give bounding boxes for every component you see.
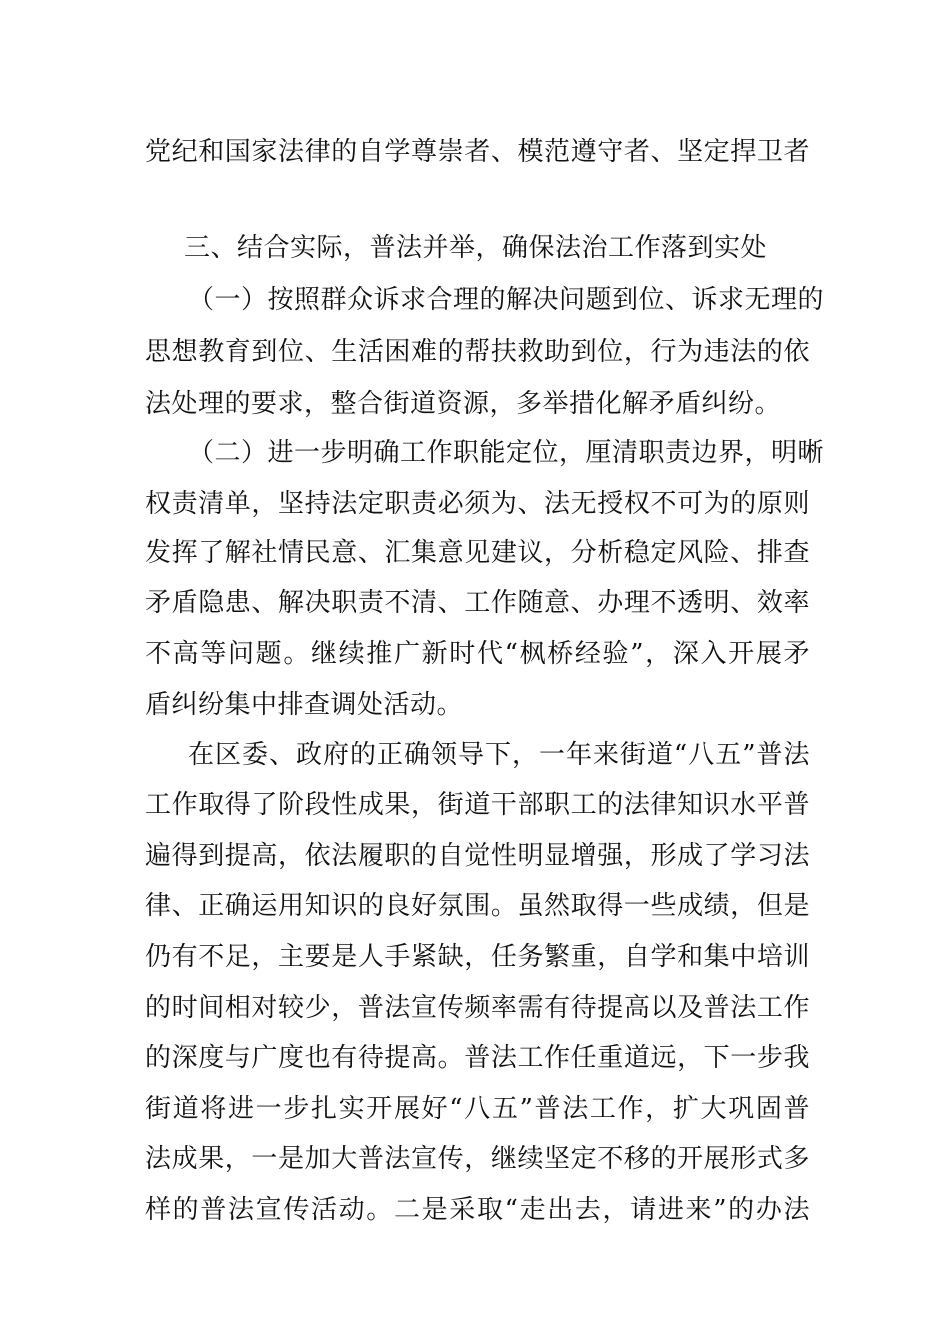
text-line: 在区委、政府的正确领导下，一年来街道“八五”普法 xyxy=(188,740,810,770)
text-line: 不高等问题。继续推广新时代“枫桥经验”，深入开展矛 xyxy=(145,639,810,669)
text-line: 律、正确运用知识的良好氛围。虽然取得一些成绩，但是 xyxy=(145,891,810,921)
text-line: （二）进一步明确工作职能定位，厘清职责边界，明晰 xyxy=(188,438,825,468)
text-line: 法处理的要求，整合街道资源，多举措化解矛盾纠纷。 xyxy=(145,389,782,419)
text-line: 盾纠纷集中排查调处活动。 xyxy=(145,690,464,720)
text-line: 矛盾隐患、解决职责不清、工作随意、办理不透明、效率 xyxy=(145,588,810,618)
text-line: 街道将进一步扎实开展好“八五”普法工作，扩大巩固普 xyxy=(145,1094,810,1124)
text-line: 遍得到提高，依法履职的自觉性明显增强，形成了学习法 xyxy=(145,841,810,871)
text-line: 法成果，一是加大普法宣传，继续坚定不移的开展形式多 xyxy=(145,1144,810,1174)
text-line: 发挥了解社情民意、汇集意见建议，分析稳定风险、排查 xyxy=(145,538,810,568)
text-line: 权责清单，坚持法定职责必须为、法无授权不可为的原则 xyxy=(145,489,810,519)
section-heading: 三、结合实际，普法并举，确保法治工作落到实处 xyxy=(184,233,768,263)
text-line: 党纪和国家法律的自学尊崇者、模范遵守者、坚定捍卫者 xyxy=(145,137,810,167)
text-line: 思想教育到位、生活困难的帮扶救助到位，行为违法的依 xyxy=(145,337,810,367)
text-line: 工作取得了阶段性成果，街道干部职工的法律知识水平普 xyxy=(145,790,810,820)
text-line: 样的普法宣传活动。二是采取“走出去，请进来”的办法 xyxy=(145,1195,810,1225)
text-line: 的时间相对较少，普法宣传频率需有待提高以及普法工作 xyxy=(145,993,810,1023)
text-line: （一）按照群众诉求合理的解决问题到位、诉求无理的 xyxy=(188,285,825,315)
text-line: 仍有不足，主要是人手紧缺，任务繁重，自学和集中培训 xyxy=(145,942,810,972)
text-line: 的深度与广度也有待提高。普法工作任重道远，下一步我 xyxy=(145,1043,810,1073)
